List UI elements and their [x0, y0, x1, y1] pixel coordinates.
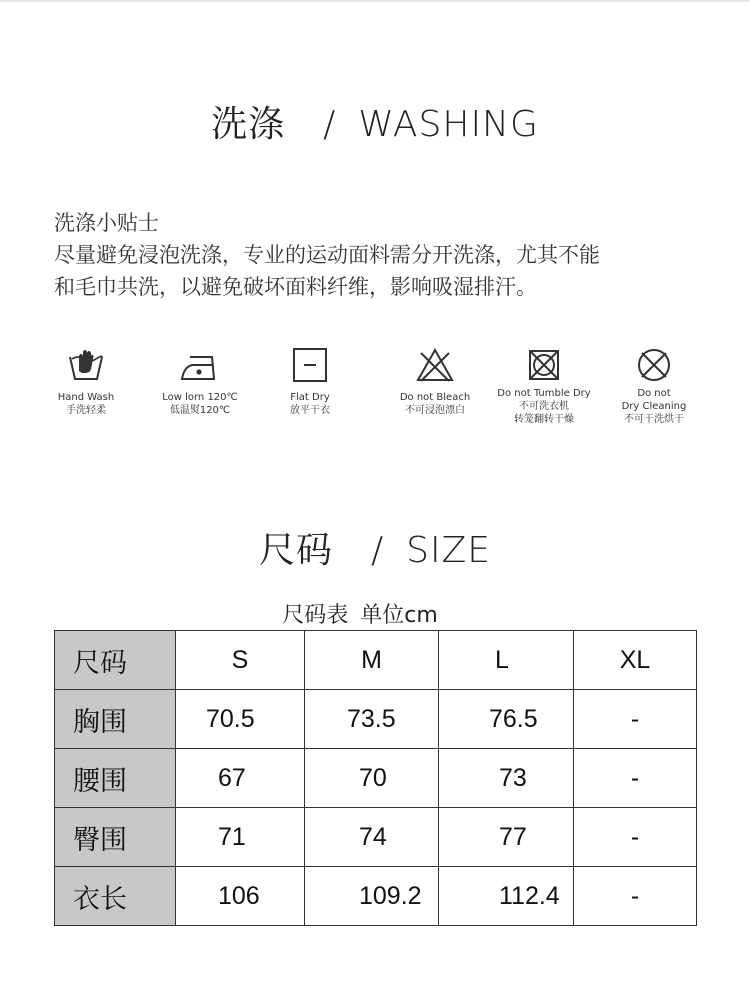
tips-line-1: 尽量避免浸泡洗涤，专业的运动面料需分开洗涤，尤其不能 — [54, 243, 600, 267]
no-dry-cleaning-icon — [634, 345, 674, 385]
table-row — [55, 749, 697, 808]
size-title-separator: / — [370, 530, 385, 571]
hand-wash-label-zh: 手洗轻柔 — [66, 405, 106, 416]
care-icons-row — [40, 345, 720, 445]
table-row — [55, 808, 697, 867]
care-item-hand-wash — [26, 345, 146, 417]
table-row — [55, 690, 697, 749]
tips-line-2: 和毛巾共洗，以避免破坏面料纤维，影响吸湿排汗。 — [54, 275, 537, 299]
no-bleach-label-zh: 不可浸泡漂白 — [405, 405, 465, 416]
no-dry-cleaning-label-en-2: Dry Cleaning — [621, 401, 687, 412]
row-label-hip: 臀围 — [55, 808, 176, 867]
size-title-en: SIZE — [406, 530, 492, 571]
size-table-header-row — [55, 631, 697, 690]
row-label-length: 衣长 — [55, 867, 176, 926]
no-dry-cleaning-label-en: Do not — [637, 388, 671, 399]
cell-value: 67 — [176, 749, 305, 808]
washing-section-title — [0, 96, 750, 147]
cell-value: 73.5 — [305, 690, 439, 749]
care-item-no-tumble-dry — [484, 345, 604, 426]
top-divider — [0, 0, 750, 2]
cell-value: 109.2 — [305, 867, 439, 926]
cell-value: 74 — [305, 808, 439, 867]
size-table — [54, 630, 697, 926]
size-header-m: M — [305, 631, 439, 690]
size-header-label: 尺码 — [55, 631, 176, 690]
washing-title-en: WASHING — [358, 104, 539, 145]
washing-title-zh: 洗涤 — [211, 104, 286, 145]
size-title-zh: 尺码 — [258, 530, 333, 571]
care-item-no-bleach — [375, 345, 495, 417]
cell-value: - — [574, 867, 697, 926]
size-section-title — [0, 522, 750, 573]
no-bleach-icon — [415, 345, 455, 385]
no-tumble-dry-label-zh: 不可洗衣机 — [519, 401, 569, 412]
cell-value: 73 — [439, 749, 574, 808]
cell-value: 77 — [439, 808, 574, 867]
cell-value: 70.5 — [176, 690, 305, 749]
cell-value: - — [574, 808, 697, 867]
size-header-l: L — [439, 631, 574, 690]
size-table-caption-main: 尺码表 — [282, 603, 349, 628]
no-tumble-dry-icon — [524, 345, 564, 385]
low-iron-label-zh: 低温熨120℃ — [169, 405, 231, 416]
row-label-chest: 胸围 — [55, 690, 176, 749]
hand-wash-label-en: Hand Wash — [57, 392, 115, 403]
row-label-waist: 腰围 — [55, 749, 176, 808]
cell-value: - — [574, 690, 697, 749]
care-item-low-iron — [140, 345, 260, 417]
care-item-flat-dry — [250, 345, 370, 417]
flat-dry-icon — [290, 345, 330, 385]
size-table-caption — [0, 598, 720, 629]
cell-value: 70 — [305, 749, 439, 808]
low-iron-label-en: Low lorn 120℃ — [162, 392, 238, 403]
no-dry-cleaning-label-zh: 不可干洗烘干 — [624, 414, 684, 425]
care-item-no-dry-cleaning — [594, 345, 714, 426]
hand-wash-icon — [66, 345, 106, 385]
low-iron-icon — [178, 345, 222, 385]
flat-dry-label-en: Flat Dry — [290, 392, 330, 403]
cell-value: 76.5 — [439, 690, 574, 749]
table-row — [55, 867, 697, 926]
size-header-xl: XL — [574, 631, 697, 690]
no-tumble-dry-label-en: Do not Tumble Dry — [497, 388, 591, 399]
washing-tips — [54, 207, 714, 303]
cell-value: 106 — [176, 867, 305, 926]
flat-dry-label-zh: 放平干衣 — [290, 405, 330, 416]
tips-heading: 洗涤小贴士 — [54, 211, 159, 235]
no-bleach-label-en: Do not Bleach — [399, 392, 471, 403]
cell-value: 71 — [176, 808, 305, 867]
no-tumble-dry-label-zh-2: 转笼翻转干燥 — [514, 414, 574, 425]
size-header-s: S — [176, 631, 305, 690]
washing-title-separator: / — [323, 104, 337, 145]
size-table-caption-unit: 单位cm — [360, 603, 438, 628]
cell-value: 112.4 — [439, 867, 574, 926]
cell-value: - — [574, 749, 697, 808]
